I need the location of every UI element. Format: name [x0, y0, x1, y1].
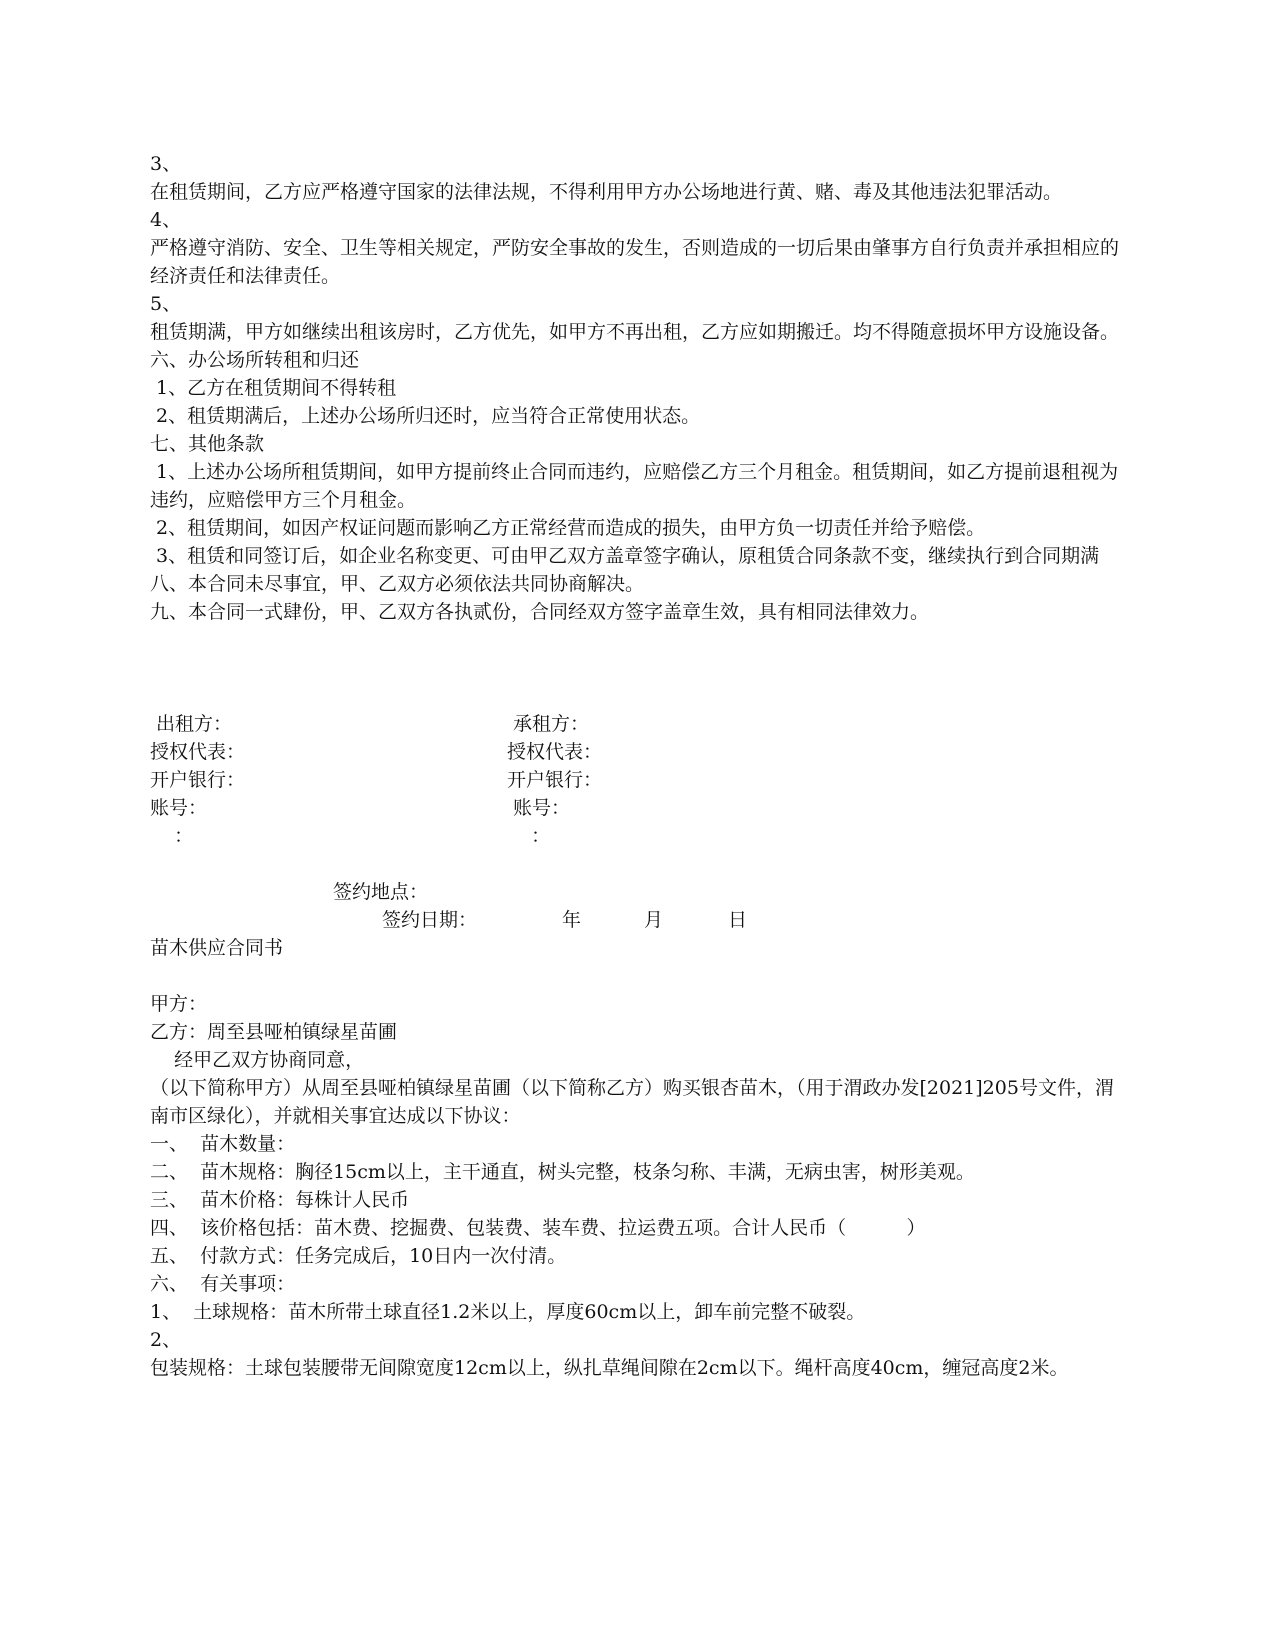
signature-row: [150, 794, 1125, 822]
clause-line: 1、上述办公场所租赁期间，如甲方提前终止合同而违约，应赔偿乙方三个月租金。租赁期间，如乙方提前退租视为违约，应赔偿甲方三个月租金。: [150, 461, 1119, 511]
clause-line: 2、: [150, 1329, 182, 1351]
clause-line: 5、: [150, 293, 182, 315]
clause-line: 三、 苗木价格：每株计人民币: [150, 1189, 410, 1211]
lessor-label: 出租方：: [150, 713, 233, 735]
lessee-rep-label: 授权代表：: [507, 741, 603, 763]
clause-line: 3、: [150, 153, 182, 175]
party-a-line: 甲方：: [150, 993, 208, 1015]
day-label: 日: [728, 909, 748, 931]
lessor-extra-label: ：: [150, 825, 194, 847]
signature-block: [150, 710, 1125, 850]
sign-place-label: 签约地点：: [333, 881, 429, 903]
clause-line: 经甲乙双方协商同意，: [150, 1049, 365, 1071]
clause-line: 六、 有关事项：: [150, 1273, 296, 1295]
lessor-rep-label: 授权代表：: [150, 741, 246, 763]
supply-contract: [150, 990, 1125, 1382]
clause-line: 严格遵守消防、安全、卫生等相关规定，严防安全事故的发生，否则造成的一切后果由肇事方自行负责并承担相应的经济责任和法律责任。: [150, 237, 1120, 287]
clause-line: 1、乙方在租赁期间不得转租: [150, 377, 397, 399]
signature-row: [150, 822, 1125, 850]
sign-date-row: [150, 906, 1125, 934]
clause-line: 四、 该价格包括：苗木费、挖掘费、包装费、装车费、拉运费五项。合计人民币（ ）: [150, 1217, 926, 1239]
lessee-account-label: 账号：: [507, 797, 571, 819]
contract-title: 苗木供应合同书: [150, 937, 284, 959]
section-heading: 六、办公场所转租和归还: [150, 349, 360, 371]
clause-line: 租赁期满，甲方如继续出租该房时，乙方优先，如甲方不再出租，乙方应如期搬迁。均不得随意损坏甲方设施设备。: [150, 321, 1120, 343]
signature-row: [150, 710, 1125, 738]
clause-line: 五、 付款方式：任务完成后，10日内一次付清。: [150, 1245, 567, 1267]
clause-line: 2、租赁期满后，上述办公场所归还时，应当符合正常使用状态。: [150, 405, 701, 427]
lessor-account-label: 账号：: [150, 797, 208, 819]
lessor-bank-label: 开户银行：: [150, 769, 246, 791]
clause-line: 一、 苗木数量：: [150, 1133, 296, 1155]
document-page: [150, 150, 1125, 1382]
clause-line: 3、租赁和同签订后，如企业名称变更、可由甲乙双方盖章签字确认，原租赁合同条款不变，继续执行到合同期满: [150, 545, 1100, 567]
lessee-bank-label: 开户银行：: [507, 769, 603, 791]
clause-line: 2、租赁期间，如因产权证问题而影响乙方正常经营而造成的损失，由甲方负一切责任并给予赔偿。: [150, 517, 986, 539]
lessee-label: 承租方：: [507, 713, 590, 735]
clause-line: 二、 苗木规格：胸径15cm以上，主干通直，树头完整，枝条匀称、丰满，无病虫害，树形美观。: [150, 1161, 975, 1183]
sign-date-label: 签约日期：: [382, 909, 478, 931]
signature-row: [150, 738, 1125, 766]
clause-line: 九、本合同一式肆份，甲、乙双方各执贰份，合同经双方签字盖章生效，具有相同法律效力。: [150, 601, 930, 623]
clause-line: 包装规格：土球包装腰带无间隙宽度12cm以上，纵扎草绳间隙在2cm以下。绳杆高度40cm，缠冠高度2米。: [150, 1357, 1069, 1379]
clause-line: 1、 土球规格：苗木所带土球直径1.2米以上，厚度60cm以上，卸车前完整不破裂。: [150, 1301, 866, 1323]
clause-line: （以下简称甲方）从周至县哑柏镇绿星苗圃（以下简称乙方）购买银杏苗木，（用于渭政办发[2021]205号文件，渭南市区绿化），并就相关事宜达成以下协议：: [150, 1077, 1114, 1127]
month-label: 月: [644, 909, 664, 931]
signature-row: [150, 766, 1125, 794]
clause-line: 在租赁期间，乙方应严格遵守国家的法律法规，不得利用甲方办公场地进行黄、赌、毒及其他违法犯罪活动。: [150, 181, 1063, 203]
party-b-line: 乙方：周至县哑柏镇绿星苗圃: [150, 1021, 398, 1043]
clause-line: 4、: [150, 209, 182, 231]
lessee-extra-label: ：: [507, 825, 551, 847]
year-label: 年: [562, 909, 582, 931]
lease-terms: [150, 150, 1125, 626]
section-heading: 七、其他条款: [150, 433, 265, 455]
clause-line: 八、本合同未尽事宜，甲、乙双方必须依法共同协商解决。: [150, 573, 645, 595]
